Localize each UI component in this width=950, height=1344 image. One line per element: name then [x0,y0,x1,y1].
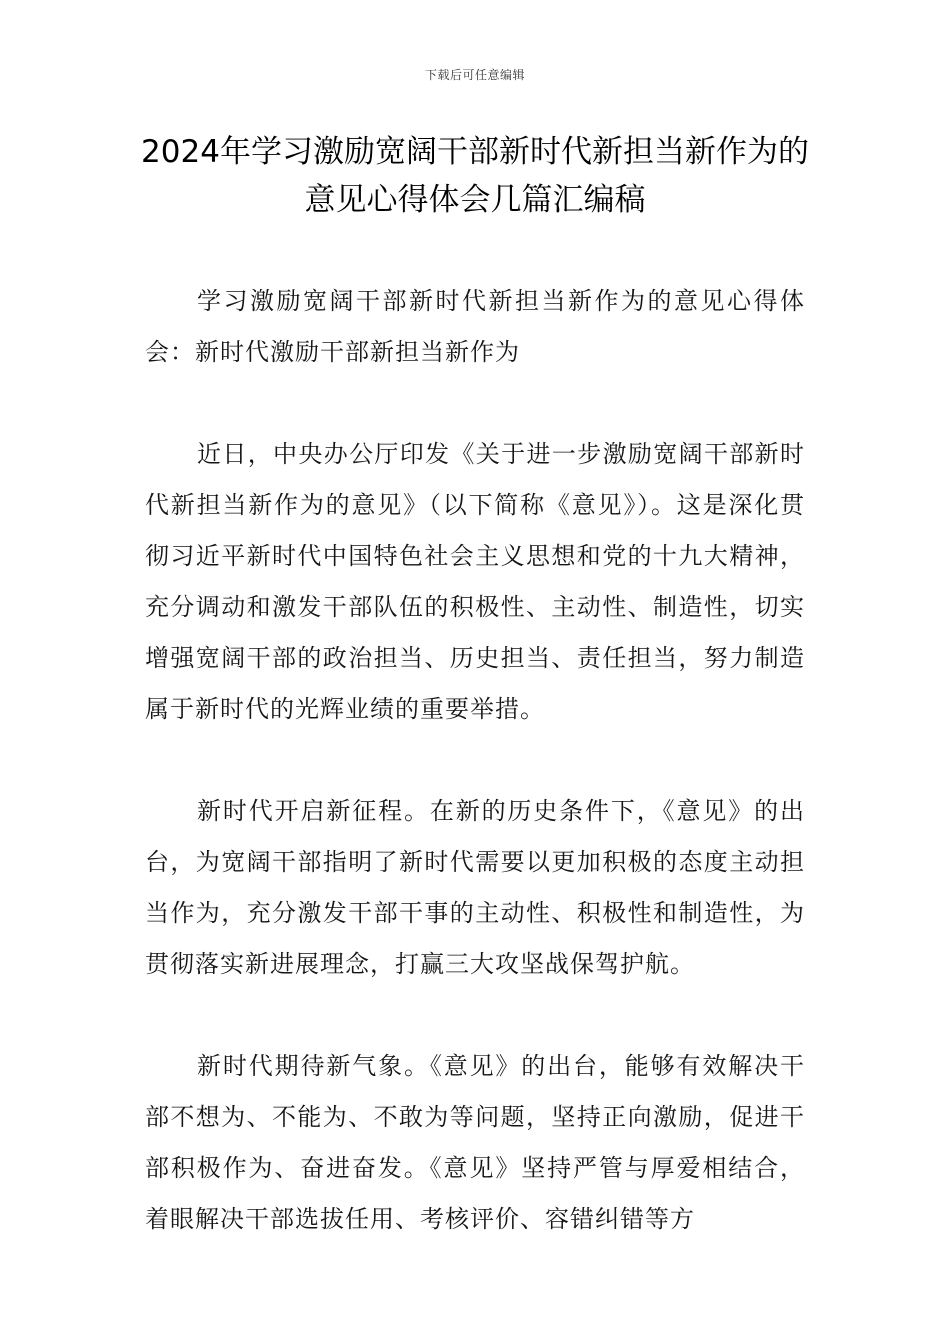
paragraph-1: 近日，中央办公厅印发《关于进一步激励宽阔干部新时代新担当新作为的意见》（以下简称《意见》）。这是深化贯彻习近平新时代中国特色社会主义思想和党的十九大精神，充分调动和激发干部队伍的积极性、主动性、制造性，切实增强宽阔干部的政治担当、历史担当、责任担当，努力制造属于新时代的光辉业绩的重要举措。 [145,440,805,723]
paragraph-3: 新时代期待新气象。《意见》的出台，能够有效解决干部不想为、不能为、不敢为等问题，坚持正向激励，促进干部积极作为、奋进奋发。《意见》坚持严管与厚爱相结合，着眼解决干部选拔任用、考核评价、容错纠错等方 [145,1052,805,1233]
header-note: 下载后可任意编辑 [424,68,525,82]
document-body [145,276,805,1296]
paragraph-subtitle: 学习激励宽阔干部新时代新担当新作为的意见心得体会：新时代激励干部新担当新作为 [145,287,805,366]
paragraph-2: 新时代开启新征程。在新的历史条件下，《意见》的出台，为宽阔干部指明了新时代需要以更加积极的态度主动担当作为，充分激发干部干事的主动性、积极性和制造性，为贯彻落实新进展理念，打赢三大攻坚战保驾护航。 [145,797,805,978]
document-title: 2024年学习激励宽阔干部新时代新担当新作为的意见心得体会几篇汇编稿 [141,134,809,218]
